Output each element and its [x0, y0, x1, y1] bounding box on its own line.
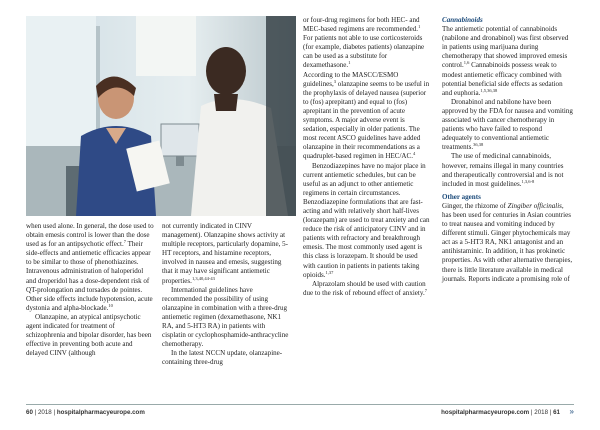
separator: | — [549, 409, 552, 416]
paragraph: The antiemetic potential of cannabinoids (nabilone and dronabinol) was first observed in patients using marijuana during chemotherapy that showed improved emesis control.$^{1,6}$ Cannabinoids possess weak to modest antiemetic efficacy combined with potential beneficial side effects as sedation and euphoria.$^{1,5,36,38}$ — [442, 25, 569, 97]
clinic-photo-illustration — [26, 16, 296, 216]
paragraph: International guidelines have recommended the possibility of using olanzapine in combination with a three-drug antiemetic regimen (dexamethasone, NK1 RA, and 5-HT3 RA) in patients with cisplatin or cyclophosphamide-anthracycline chemotherapy. — [162, 285, 289, 349]
paragraph: According to the MASCC/ESMO guidelines,$^3$ olanzapine seems to be useful in the prophylaxis of delayed nausea (superior to (fos) aprepitant) and equal to (fos) aprepitant in the prevention of acute symptoms. A major adverse event is sedation, especially in older patients. The most recent ASCO guidelines have added olanzapine in their recommendations as a quadruplet-based regimen in HEC/AC.$^4$ — [303, 70, 430, 161]
paragraph: or four-drug regimens for both HEC- and MEC-based regimens are recommended.$^1$ For patients not able to use corticosteroids (for example, diabetes patients) olanzapine can be used as a substitute for dexamethasone.$^1$ — [303, 16, 425, 70]
footer-right — [441, 409, 560, 416]
text-column-1 — [26, 222, 154, 358]
separator: | — [530, 409, 533, 416]
page-footer — [0, 404, 600, 420]
paragraph: Alprazolam should be used with caution due to the risk of rebound effect of anxiety.$^7$ — [303, 279, 427, 297]
footer-site[interactable]: hospitalpharmacyeurope.com — [56, 409, 145, 416]
separator: | — [53, 409, 56, 416]
paragraph: In the latest NCCN update, olanzapine-containing three-drug — [162, 349, 283, 367]
separator: | — [34, 409, 37, 416]
photo-doctor-patient — [26, 16, 296, 216]
paragraph: Dronabinol and nabilone have been approved by the FDA for nausea and vomiting associated with cancer chemotherapy in patients who have failed to respond adequately to conventional antiemetic treatments.$^{36,38}$ — [442, 97, 573, 152]
page-number-right: 61 — [553, 409, 560, 416]
footer-divider — [26, 404, 574, 405]
next-page-arrow-icon[interactable]: » — [569, 407, 574, 416]
footer-left — [26, 409, 145, 416]
footer-year: 2018 — [534, 409, 549, 416]
footer-year: 2018 — [37, 409, 52, 416]
page-number-left: 60 — [26, 409, 33, 416]
section-heading-other-agents: Other agents — [442, 192, 481, 201]
paragraph: Olanzapine, an atypical antipsychotic agent indicated for treatment of schizophrenia and bipolar disorder, has been effective in preventing both acute and delayed CINV (although — [26, 312, 152, 358]
footer-site[interactable]: hospitalpharmacyeurope.com — [441, 409, 530, 416]
paragraph: when used alone. In general, the dose used to obtain emesis control is lower than the dose used as for an antipsychotic effect.$^7$ Their side-effects and antiemetic efficacies appear to be similar to those of phenothiazines. Intravenous administration of haloperidol and droperidol has a dose-dependent risk of QT-prolongation and torsades de pointes. Other side effects include hypotension, acute dystonia and alpha-blockade.$^{10}$ — [26, 222, 154, 312]
text-column-2 — [162, 222, 290, 368]
section-heading-cannabinoids: Cannabinoids — [442, 16, 483, 24]
paragraph: Benzodiazepines have no major place in current antiemetic schedules, but can be useful as an adjunct to other antiemetic regimens in certain circumstances. Benzodiazepine formulations that are fast-acting and with relatively short half-lives (lorazepam) are used to treat anxiety and can reduce the risk of anticipatory CINV and in patients with refractory and breakthrough emesis. The most commonly used agent is this class is lorazepam. It should be used with caution in patients in patients taking opioids.$^{1,37}$ — [303, 161, 430, 279]
paragraph: The use of medicinal cannabinoids, however, remains illegal in many countries and therapeutically controversial and is not included in most guidelines.$^{1,3,6-8}$ — [442, 152, 564, 188]
paragraph: not currently indicated in CINV management). Olanzapine shows activity at multiple receptors, particularly dopamine, 5-HT receptors, and histamine receptors, involved in nausea and emesis, suggesting that it may have significant antiemetic properties.$^{1,3,40,44-43}$ — [162, 222, 289, 285]
text-column-4 — [442, 16, 574, 284]
text-column-3 — [303, 16, 431, 298]
paragraph: Ginger, the rhizome of Zingiber officinalis, has been used for centuries in Asian countries to treat nausea and vomiting induced by different stimuli. Ginger phytochemicals may act as a 5-HT3 RA, NK1 antagonist and an antihistaminic. In addition, it has prokinetic properties. As with other alternative therapies, there is little literature available in medical journals. Reports indicate a promising role of — [442, 201, 573, 283]
